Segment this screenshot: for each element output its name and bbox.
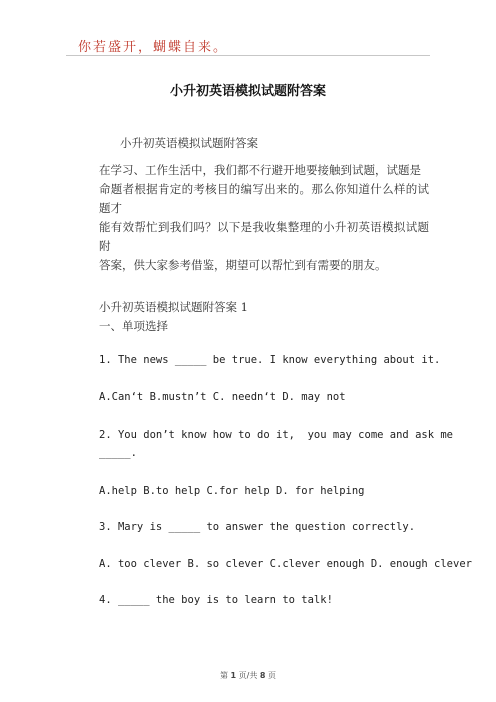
intro-line: 命题者根据肯定的考核目的编写出来的。那么你知道什么样的试题才 xyxy=(99,182,429,215)
question-2-options: A.help B.to help C.for help D. for helping xyxy=(99,485,365,497)
part-heading: 一、单项选择 xyxy=(99,319,168,333)
question-3-options: A. too clever B. so clever C.clever enough D. enough clever xyxy=(99,558,472,570)
question-2: 2. You don’t know how to do it, you may come and ask me xyxy=(99,429,454,441)
question-1: 1. The news _____ be true. I know everything about it. xyxy=(99,354,441,366)
footer-prefix: 第 xyxy=(219,671,228,680)
intro-paragraph xyxy=(99,161,429,275)
section-title: 小升初英语模拟试题附答案 1 xyxy=(99,300,248,314)
question-2-continued: _____. xyxy=(99,447,137,459)
intro-line: 能有效帮忙到我们吗？以下是我收集整理的小升初英语模拟试题附 xyxy=(99,220,429,253)
question-1-options: A.Can‘t B.mustn’t C. needn‘t D. may not xyxy=(99,391,346,403)
document-subtitle: 小升初英语模拟试题附答案 xyxy=(120,136,258,150)
question-4: 4. _____ the boy is to learn to talk! xyxy=(99,594,333,606)
intro-line: 答案，供大家参考借鉴，期望可以帮忙到有需要的朋友。 xyxy=(99,258,387,272)
footer-suffix: 页 xyxy=(268,671,277,680)
intro-line: 在学习、工作生活中，我们都不行避开地要接触到试题，试题是 xyxy=(99,163,421,177)
footer-middle: 页/共 xyxy=(238,671,258,680)
header-divider xyxy=(66,55,430,56)
question-3: 3. Mary is _____ to answer the question correctly. xyxy=(99,521,416,533)
header-motto: 你若盛开，蝴蝶自来。 xyxy=(78,40,229,55)
footer-total-pages: 8 xyxy=(259,671,266,680)
footer-page-number: 1 xyxy=(230,671,237,680)
page-footer xyxy=(0,670,496,681)
document-title: 小升初英语模拟试题附答案 xyxy=(169,84,326,99)
